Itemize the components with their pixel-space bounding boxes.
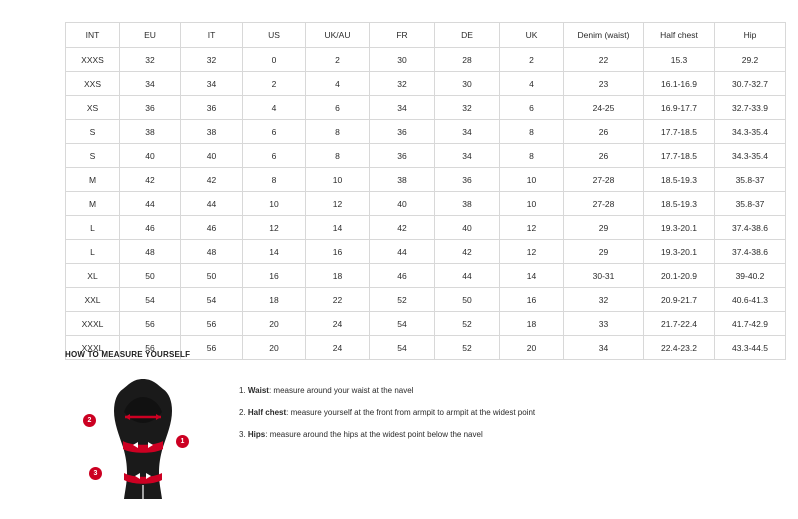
cell-it: 54 [181,288,243,312]
cell-fr: 54 [370,312,435,336]
cell-hip: 35.8-37 [715,192,786,216]
step-term-hips: Hips [247,429,266,439]
cell-uk-au: 8 [306,144,370,168]
cell-uk: 8 [500,144,564,168]
cell-de: 34 [435,144,500,168]
cell-it: 46 [181,216,243,240]
step-text-waist: : measure around your waist at the navel [268,386,414,395]
column-header-us: US [243,23,306,48]
cell-fr: 36 [370,144,435,168]
cell-uk-au: 10 [306,168,370,192]
table-row [66,192,786,216]
cell-denim-waist: 34 [564,336,644,360]
column-header-half-chest: Half chest [644,23,715,48]
cell-eu: 36 [120,96,181,120]
cell-uk: 10 [500,192,564,216]
cell-fr: 34 [370,96,435,120]
cell-fr: 32 [370,72,435,96]
cell-uk: 12 [500,216,564,240]
cell-hip: 37.4-38.6 [715,240,786,264]
cell-us: 10 [243,192,306,216]
cell-de: 34 [435,120,500,144]
cell-uk: 12 [500,240,564,264]
cell-fr: 44 [370,240,435,264]
cell-int: XL [66,264,120,288]
size-conversion-table [65,22,786,360]
table-row [66,288,786,312]
cell-denim-waist: 32 [564,288,644,312]
cell-us: 4 [243,96,306,120]
cell-half-chest: 16.9-17.7 [644,96,715,120]
cell-hip: 30.7-32.7 [715,72,786,96]
cell-half-chest: 16.1-16.9 [644,72,715,96]
cell-denim-waist: 29 [564,216,644,240]
cell-us: 8 [243,168,306,192]
cell-hip: 29.2 [715,48,786,72]
cell-us: 0 [243,48,306,72]
cell-it: 44 [181,192,243,216]
cell-int: XXL [66,288,120,312]
cell-us: 20 [243,336,306,360]
measure-steps-list [239,373,535,452]
cell-uk: 4 [500,72,564,96]
cell-int: S [66,144,120,168]
table-row [66,72,786,96]
marker-3-hips: 3 [89,467,102,480]
cell-it: 56 [181,336,243,360]
cell-denim-waist: 26 [564,144,644,168]
cell-fr: 42 [370,216,435,240]
cell-denim-waist: 22 [564,48,644,72]
step-text-hips: : measure around the hips at the widest point below the navel [265,429,483,439]
cell-int: XS [66,96,120,120]
cell-de: 36 [435,168,500,192]
cell-uk: 8 [500,120,564,144]
step-number-2: 2. [239,407,246,417]
cell-int: L [66,240,120,264]
cell-eu: 32 [120,48,181,72]
cell-eu: 54 [120,288,181,312]
cell-us: 2 [243,72,306,96]
cell-half-chest: 21.7-22.4 [644,312,715,336]
column-header-it: IT [181,23,243,48]
cell-eu: 38 [120,120,181,144]
mannequin-illustration [83,373,203,503]
marker-2-half-chest: 2 [83,414,96,427]
cell-uk: 10 [500,168,564,192]
table-row [66,264,786,288]
cell-it: 40 [181,144,243,168]
column-header-denim-waist: Denim (waist) [564,23,644,48]
cell-uk-au: 24 [306,336,370,360]
cell-it: 34 [181,72,243,96]
cell-int: XXXS [66,48,120,72]
cell-it: 56 [181,312,243,336]
cell-uk-au: 18 [306,264,370,288]
cell-half-chest: 18.5-19.3 [644,168,715,192]
cell-int: L [66,216,120,240]
cell-fr: 40 [370,192,435,216]
cell-fr: 46 [370,264,435,288]
cell-de: 50 [435,288,500,312]
cell-uk-au: 4 [306,72,370,96]
cell-denim-waist: 33 [564,312,644,336]
cell-eu: 48 [120,240,181,264]
step-number-1: 1. [239,386,246,395]
cell-denim-waist: 27-28 [564,168,644,192]
cell-half-chest: 22.4-23.2 [644,336,715,360]
how-to-measure-section [65,350,745,503]
column-header-uk: UK [500,23,564,48]
cell-eu: 34 [120,72,181,96]
cell-eu: 44 [120,192,181,216]
cell-hip: 39-40.2 [715,264,786,288]
cell-denim-waist: 23 [564,72,644,96]
cell-hip: 34.3-35.4 [715,120,786,144]
cell-half-chest: 20.1-20.9 [644,264,715,288]
table-row [66,120,786,144]
table-row [66,312,786,336]
measure-step-half-chest [239,409,535,418]
cell-it: 48 [181,240,243,264]
column-header-de: DE [435,23,500,48]
cell-de: 38 [435,192,500,216]
cell-de: 52 [435,336,500,360]
cell-hip: 41.7-42.9 [715,312,786,336]
cell-uk-au: 2 [306,48,370,72]
cell-half-chest: 18.5-19.3 [644,192,715,216]
column-header-int: INT [66,23,120,48]
step-term-half-chest: Half chest [247,407,287,417]
cell-eu: 40 [120,144,181,168]
cell-int: XXS [66,72,120,96]
cell-eu: 42 [120,168,181,192]
column-header-eu: EU [120,23,181,48]
cell-us: 6 [243,144,306,168]
column-header-uk-au: UK/AU [306,23,370,48]
cell-uk-au: 6 [306,96,370,120]
cell-us: 6 [243,120,306,144]
cell-half-chest: 19.3-20.1 [644,216,715,240]
cell-fr: 54 [370,336,435,360]
step-term-waist: Waist [247,386,269,395]
cell-int: M [66,168,120,192]
cell-de: 28 [435,48,500,72]
cell-denim-waist: 27-28 [564,192,644,216]
column-header-hip: Hip [715,23,786,48]
table-row [66,216,786,240]
cell-denim-waist: 30-31 [564,264,644,288]
cell-uk: 14 [500,264,564,288]
table-header [66,23,786,48]
cell-eu: 46 [120,216,181,240]
cell-uk-au: 24 [306,312,370,336]
cell-eu: 56 [120,336,181,360]
cell-us: 16 [243,264,306,288]
table-row [66,168,786,192]
cell-us: 12 [243,216,306,240]
cell-uk: 16 [500,288,564,312]
cell-de: 32 [435,96,500,120]
cell-de: 30 [435,72,500,96]
table-header-row [66,23,786,48]
cell-uk-au: 22 [306,288,370,312]
table-row [66,144,786,168]
how-to-measure-body [65,373,745,503]
step-number-3: 3. [239,429,246,439]
column-header-fr: FR [370,23,435,48]
cell-de: 44 [435,264,500,288]
table-row [66,96,786,120]
cell-eu: 56 [120,312,181,336]
cell-half-chest: 20.9-21.7 [644,288,715,312]
cell-uk-au: 12 [306,192,370,216]
cell-us: 18 [243,288,306,312]
cell-uk: 20 [500,336,564,360]
cell-de: 52 [435,312,500,336]
cell-hip: 37.4-38.6 [715,216,786,240]
cell-uk-au: 8 [306,120,370,144]
cell-int: S [66,120,120,144]
cell-uk-au: 16 [306,240,370,264]
cell-hip: 32.7-33.9 [715,96,786,120]
cell-eu: 50 [120,264,181,288]
cell-half-chest: 17.7-18.5 [644,120,715,144]
cell-half-chest: 15.3 [644,48,715,72]
cell-us: 14 [243,240,306,264]
cell-int: XXXL [66,312,120,336]
cell-hip: 35.8-37 [715,168,786,192]
table-body [66,48,786,360]
cell-denim-waist: 29 [564,240,644,264]
cell-it: 32 [181,48,243,72]
measure-step-waist [239,387,535,396]
cell-uk: 18 [500,312,564,336]
cell-fr: 36 [370,120,435,144]
how-to-measure-title: HOW TO MEASURE YOURSELF [65,350,191,359]
cell-denim-waist: 26 [564,120,644,144]
size-table-container [65,22,768,360]
cell-half-chest: 19.3-20.1 [644,240,715,264]
cell-fr: 38 [370,168,435,192]
cell-it: 50 [181,264,243,288]
cell-uk: 2 [500,48,564,72]
cell-hip: 43.3-44.5 [715,336,786,360]
table-row [66,48,786,72]
measure-step-hips [239,431,535,440]
marker-1-waist: 1 [176,435,189,448]
cell-int: M [66,192,120,216]
cell-half-chest: 17.7-18.5 [644,144,715,168]
cell-it: 36 [181,96,243,120]
cell-de: 42 [435,240,500,264]
cell-it: 42 [181,168,243,192]
cell-int: XXXL [66,336,120,360]
cell-uk: 6 [500,96,564,120]
cell-us: 20 [243,312,306,336]
cell-de: 40 [435,216,500,240]
cell-it: 38 [181,120,243,144]
cell-hip: 34.3-35.4 [715,144,786,168]
cell-fr: 30 [370,48,435,72]
table-row [66,240,786,264]
cell-denim-waist: 24-25 [564,96,644,120]
cell-fr: 52 [370,288,435,312]
mannequin-figure-icon [111,379,175,501]
cell-uk-au: 14 [306,216,370,240]
step-text-half-chest: : measure yourself at the front from armpit to armpit at the widest point [286,407,536,417]
cell-hip: 40.6-41.3 [715,288,786,312]
